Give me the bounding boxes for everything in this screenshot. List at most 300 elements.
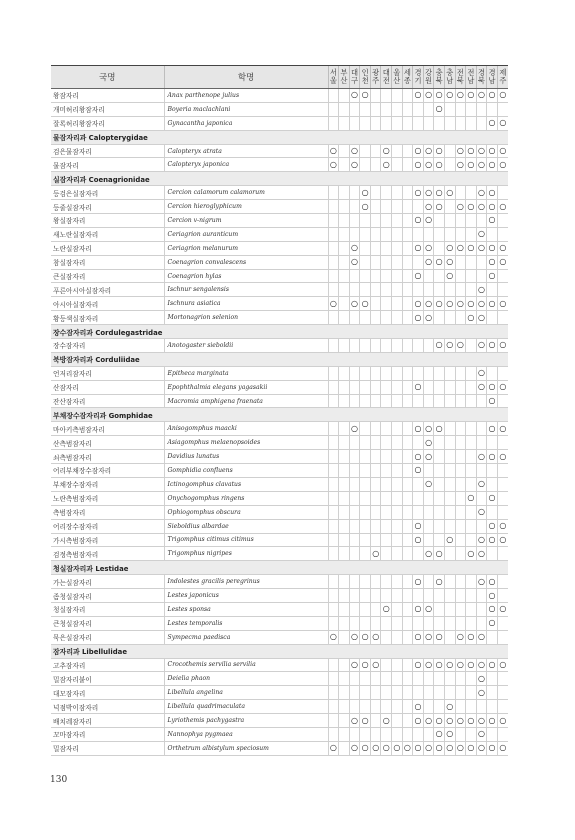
scientific-name: Boyeria maclachlani [164,102,328,116]
species-row [51,519,508,533]
presence-cell [487,436,498,450]
presence-cell [360,672,371,686]
presence-cell [487,102,498,116]
presence-cell [444,630,455,644]
header-region-12 [455,66,466,89]
presence-cell [413,658,424,672]
presence-mark: ○ [382,715,390,725]
presence-cell [444,616,455,630]
presence-cell [392,269,403,283]
presence-cell [434,630,445,644]
presence-cell [392,630,403,644]
presence-cell [370,630,381,644]
presence-cell [455,116,466,130]
presence-cell [455,630,466,644]
presence-cell [392,464,403,478]
presence-mark: ○ [488,521,496,531]
species-row [51,102,508,116]
presence-mark: ○ [414,382,422,392]
common-name: 개미허리왕잠자리 [51,102,164,116]
presence-cell [413,505,424,519]
presence-cell [476,658,487,672]
presence-cell [402,214,413,228]
presence-cell [328,519,339,533]
presence-cell [487,575,498,589]
presence-cell [423,714,434,728]
presence-cell [328,366,339,380]
presence-cell [360,589,371,603]
presence-cell [392,616,403,630]
presence-cell [381,436,392,450]
presence-cell [487,89,498,103]
presence-cell [392,89,403,103]
presence-cell [339,380,350,394]
presence-cell [413,464,424,478]
presence-cell [370,436,381,450]
presence-mark: ○ [361,201,369,211]
presence-cell [349,158,360,172]
presence-cell [392,283,403,297]
presence-cell [339,575,350,589]
presence-cell [339,158,350,172]
presence-mark: ○ [499,659,507,669]
presence-mark: ○ [414,715,422,725]
presence-cell [444,422,455,436]
presence-mark: ○ [435,715,443,725]
presence-mark: ○ [477,284,485,294]
presence-cell [466,547,477,561]
scientific-name: Ictinogomphus clavatus [164,477,328,491]
header-region-3 [360,66,371,89]
presence-cell [487,269,498,283]
common-name: 꼬마잠자리 [51,727,164,741]
presence-cell [413,255,424,269]
presence-mark: ○ [446,340,454,350]
presence-mark: ○ [435,576,443,586]
presence-cell [466,450,477,464]
presence-cell [476,464,487,478]
presence-cell [392,436,403,450]
family-label: 실잠자리과 Coenagrionidae [51,172,508,186]
presence-cell [476,89,487,103]
presence-cell [444,255,455,269]
presence-mark: ○ [351,715,359,725]
presence-cell [497,741,508,755]
presence-cell [360,297,371,311]
common-name: 언저리잠자리 [51,366,164,380]
presence-cell [360,283,371,297]
presence-cell [360,394,371,408]
presence-mark: ○ [382,146,390,155]
presence-cell [476,311,487,325]
presence-cell [328,477,339,491]
scientific-name: Davidius lunatus [164,450,328,464]
header-region-char: 기 [414,76,422,85]
presence-cell [392,575,403,589]
family-header-row [51,172,508,186]
presence-mark: ○ [467,715,475,725]
presence-cell [434,672,445,686]
presence-mark: ○ [425,423,433,433]
presence-mark: ○ [499,521,507,531]
presence-cell [444,102,455,116]
presence-cell [497,297,508,311]
presence-cell [349,519,360,533]
scientific-name: Lestes sponsa [164,602,328,616]
presence-mark: ○ [435,729,443,739]
presence-mark: ○ [446,701,454,711]
presence-cell [466,311,477,325]
presence-cell [455,658,466,672]
presence-cell [413,630,424,644]
presence-cell [444,602,455,616]
presence-mark: ○ [477,187,485,197]
presence-cell [423,102,434,116]
presence-mark: ○ [477,548,485,558]
presence-mark: ○ [477,368,485,378]
presence-mark: ○ [456,298,464,308]
presence-mark: ○ [361,298,369,308]
presence-cell [487,186,498,200]
presence-cell [381,311,392,325]
presence-cell [392,158,403,172]
presence-cell [370,491,381,505]
common-name: 검은물잠자리 [51,144,164,158]
presence-cell [349,547,360,561]
presence-cell [381,339,392,353]
presence-cell [487,380,498,394]
presence-cell [476,505,487,519]
presence-cell [360,477,371,491]
presence-mark: ○ [435,90,443,100]
presence-cell [476,727,487,741]
presence-cell [360,686,371,700]
presence-cell [466,519,477,533]
presence-cell [466,339,477,353]
presence-cell [360,547,371,561]
presence-cell [423,477,434,491]
presence-cell [370,214,381,228]
presence-cell [413,575,424,589]
presence-cell [497,214,508,228]
common-name: 잔산잠자리 [51,394,164,408]
presence-cell [413,727,424,741]
presence-cell [434,200,445,214]
presence-cell [423,505,434,519]
presence-cell [434,89,445,103]
presence-cell [402,158,413,172]
presence-cell [466,700,477,714]
presence-cell [466,283,477,297]
presence-mark: ○ [414,146,422,155]
presence-cell [381,227,392,241]
presence-mark: ○ [435,298,443,308]
header-region-char: 충 [446,67,454,77]
presence-cell [381,380,392,394]
presence-mark: ○ [372,632,380,642]
header-region-char: 종 [403,76,411,85]
presence-cell [349,283,360,297]
presence-cell [339,505,350,519]
presence-cell [339,283,350,297]
presence-cell [381,200,392,214]
presence-mark: ○ [456,715,464,725]
presence-cell [434,658,445,672]
header-region-char: 북 [456,76,464,85]
presence-mark: ○ [488,90,496,100]
presence-cell [402,547,413,561]
presence-cell [487,394,498,408]
presence-cell [423,366,434,380]
presence-cell [328,450,339,464]
presence-cell [370,186,381,200]
presence-cell [370,144,381,158]
presence-cell [455,700,466,714]
presence-cell [444,519,455,533]
presence-cell [360,186,371,200]
species-row [51,269,508,283]
presence-mark: ○ [488,187,496,197]
presence-mark: ○ [467,312,475,322]
presence-cell [476,700,487,714]
presence-cell [444,575,455,589]
presence-cell [328,394,339,408]
presence-cell [497,339,508,353]
presence-cell [476,200,487,214]
presence-cell [487,422,498,436]
presence-cell [434,380,445,394]
species-row [51,686,508,700]
presence-mark: ○ [477,451,485,461]
presence-cell [413,227,424,241]
presence-cell [423,436,434,450]
header-region-16 [497,66,508,89]
presence-cell [497,227,508,241]
presence-cell [444,200,455,214]
presence-mark: ○ [456,659,464,669]
presence-cell [370,602,381,616]
presence-cell [455,672,466,686]
presence-cell [476,102,487,116]
presence-cell [360,519,371,533]
presence-cell [413,158,424,172]
presence-mark: ○ [477,729,485,739]
presence-cell [466,116,477,130]
presence-cell [402,672,413,686]
presence-cell [328,269,339,283]
presence-mark: ○ [329,632,337,642]
species-row [51,741,508,755]
presence-cell [487,297,498,311]
presence-cell [392,366,403,380]
presence-cell [349,658,360,672]
presence-mark: ○ [351,257,359,267]
presence-cell [370,283,381,297]
presence-cell [476,450,487,464]
presence-cell [328,616,339,630]
presence-cell [413,602,424,616]
presence-cell [370,422,381,436]
header-region-char: 산 [393,76,401,85]
presence-mark: ○ [414,298,422,308]
species-row [51,283,508,297]
presence-mark: ○ [488,159,496,169]
presence-mark: ○ [488,423,496,433]
presence-cell [476,672,487,686]
presence-cell [413,380,424,394]
presence-cell [370,158,381,172]
presence-mark: ○ [446,257,454,267]
presence-cell [381,547,392,561]
presence-cell [476,519,487,533]
scientific-name: Ischnura asiatica [164,297,328,311]
presence-cell [497,269,508,283]
presence-cell [423,547,434,561]
presence-cell [434,186,445,200]
presence-mark: ○ [351,743,359,753]
presence-mark: ○ [414,159,422,169]
presence-cell [413,269,424,283]
presence-mark: ○ [425,257,433,267]
presence-cell [413,214,424,228]
presence-cell [402,200,413,214]
presence-cell [360,366,371,380]
presence-mark: ○ [425,201,433,211]
presence-mark: ○ [499,118,507,128]
presence-mark: ○ [425,437,433,447]
presence-cell [339,602,350,616]
presence-mark: ○ [435,659,443,669]
presence-cell [497,144,508,158]
presence-cell [328,297,339,311]
presence-cell [423,727,434,741]
presence-cell [423,283,434,297]
presence-cell [444,339,455,353]
presence-mark: ○ [425,243,433,253]
presence-cell [339,450,350,464]
presence-cell [328,741,339,755]
scientific-name: Trigomphus nigripes [164,547,328,561]
presence-cell [434,227,445,241]
presence-cell [497,158,508,172]
presence-cell [328,436,339,450]
scientific-name: Onychogomphus ringens [164,491,328,505]
presence-cell [497,464,508,478]
presence-mark: ○ [414,271,422,281]
presence-cell [349,700,360,714]
presence-mark: ○ [361,90,369,100]
presence-cell [476,227,487,241]
species-row [51,575,508,589]
species-row [51,672,508,686]
presence-cell [349,602,360,616]
presence-cell [339,519,350,533]
species-row [51,477,508,491]
presence-cell [413,394,424,408]
presence-cell [466,394,477,408]
presence-mark: ○ [467,146,475,155]
presence-mark: ○ [467,90,475,100]
presence-cell [381,116,392,130]
presence-cell [497,380,508,394]
presence-cell [392,602,403,616]
presence-cell [444,269,455,283]
presence-cell [444,505,455,519]
presence-cell [392,533,403,547]
presence-cell [402,630,413,644]
presence-cell [381,505,392,519]
presence-cell [466,158,477,172]
common-name: 큰실잠자리 [51,269,164,283]
header-region-char: 주 [499,76,507,85]
presence-cell [339,255,350,269]
presence-mark: ○ [477,479,485,489]
presence-cell [360,741,371,755]
presence-cell [339,102,350,116]
presence-cell [444,686,455,700]
presence-cell [413,547,424,561]
header-common-name: 국명 [51,66,164,89]
presence-mark: ○ [425,715,433,725]
presence-cell [466,477,477,491]
common-name: 산잠자리 [51,380,164,394]
presence-mark: ○ [488,576,496,586]
presence-mark: ○ [329,743,337,753]
presence-cell [381,658,392,672]
presence-cell [402,741,413,755]
presence-cell [476,241,487,255]
presence-cell [339,589,350,603]
presence-mark: ○ [361,187,369,197]
presence-mark: ○ [488,590,496,600]
presence-cell [339,686,350,700]
presence-cell [381,241,392,255]
presence-cell [381,89,392,103]
scientific-name: Asiagomphus melaenopsoides [164,436,328,450]
header-region-char: 서 [329,67,337,77]
presence-cell [455,477,466,491]
presence-cell [423,144,434,158]
species-row [51,200,508,214]
presence-cell [434,727,445,741]
presence-mark: ○ [456,743,464,753]
presence-cell [497,658,508,672]
presence-cell [381,714,392,728]
presence-cell [339,672,350,686]
presence-cell [381,700,392,714]
common-name: 노란측범잠자리 [51,491,164,505]
species-row [51,186,508,200]
presence-cell [466,255,477,269]
presence-cell [423,533,434,547]
presence-cell [423,630,434,644]
common-name: 왕잠자리 [51,89,164,103]
presence-mark: ○ [456,243,464,253]
presence-cell [466,436,477,450]
presence-cell [455,519,466,533]
presence-mark: ○ [477,382,485,392]
presence-cell [487,116,498,130]
presence-mark: ○ [414,423,422,433]
presence-mark: ○ [425,604,433,614]
presence-cell [413,89,424,103]
presence-cell [455,741,466,755]
species-row [51,394,508,408]
scientific-name: Ceriagrion melanurum [164,241,328,255]
family-label: 부채장수잠자리과 Gomphidae [51,408,508,422]
header-region-char: 대 [350,67,359,77]
presence-mark: ○ [435,548,443,558]
